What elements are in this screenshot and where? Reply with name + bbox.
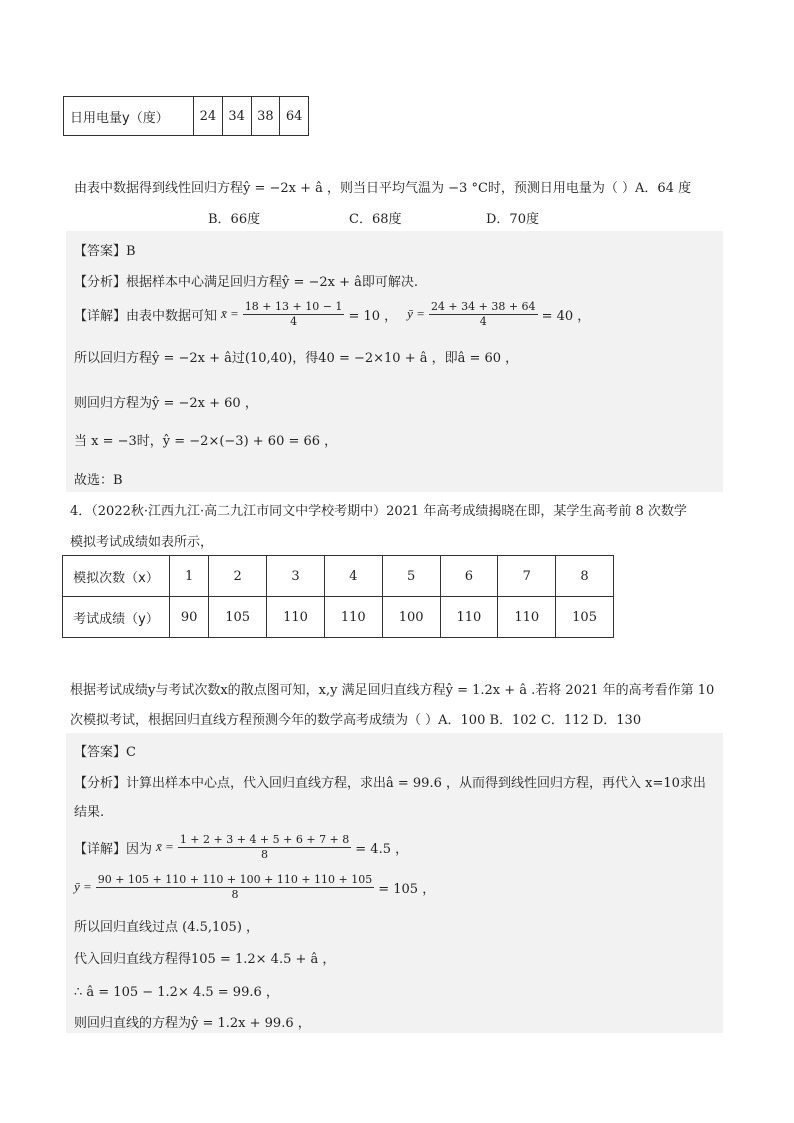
row-label: 考试成绩（y） (63, 597, 170, 638)
q4-stem-line2: 模拟考试成绩如表所示， (70, 535, 214, 550)
q4-stem-line1: 4．（2022秋·江西九江·高二九江市同文中学校考期中）2021 年高考成绩揭晓在即，某学生高考前 8 次数学 (70, 504, 687, 519)
y-numerator: 24 + 34 + 38 + 64 (430, 299, 536, 313)
x-fraction (178, 833, 351, 862)
table-cell: 64 (280, 97, 309, 136)
electricity-table (63, 96, 309, 136)
y-numerator: 90 + 105 + 110 + 110 + 100 + 110 + 110 + 105 (97, 872, 373, 886)
q3-line4: 当 x = −3时，ŷ = −2×(−3) + 60 = 66 ， (74, 434, 338, 449)
table-cell: 5 (382, 556, 440, 597)
table-cell: 110 (498, 597, 556, 638)
q4-line-b: 代入回归直线方程得105 = 1.2× 4.5 + â ， (74, 952, 336, 967)
x-fraction (243, 300, 345, 329)
x-bar: x̄ = (156, 839, 174, 854)
q3-analysis: 【分析】根据样本中心满足回归方程ŷ = −2x + â即可解决. (74, 275, 419, 290)
table-cell: 105 (209, 597, 267, 638)
q4-line-d: 则回归直线的方程为ŷ = 1.2x + 99.6 ， (74, 1016, 311, 1031)
table-cell: 100 (382, 597, 440, 638)
table-cell: 110 (440, 597, 498, 638)
q4-detail-line2 (74, 870, 435, 904)
q3-answer: 【答案】B (74, 244, 136, 259)
q3-line5: 故选：B (74, 473, 123, 488)
detail-prefix: 【详解】由表中数据可知 (74, 308, 218, 324)
table-cell: 110 (324, 597, 382, 638)
y-bar: ȳ = (407, 306, 425, 321)
q3-option-b: B．66度 (208, 212, 261, 227)
q4-analysis-line1: 【分析】计算出样本中心点，代入回归直线方程，求出â = 99.6 ，从而得到线性回归方程，再代入 x=10求出 (74, 776, 706, 791)
x-result: = 4.5 ， (355, 841, 409, 857)
table-cell: 7 (498, 556, 556, 597)
q3-line3: 则回归方程为ŷ = −2x + 60 ， (74, 396, 258, 411)
table-cell: 4 (324, 556, 382, 597)
table-cell: 90 (170, 597, 209, 638)
y-fraction (96, 873, 374, 902)
table-cell: 3 (267, 556, 325, 597)
q4-detail-line1 (74, 830, 408, 864)
q4-para-line1: 根据考试成绩y与考试次数x的散点图可知，x,y 满足回归直线方程ŷ = 1.2x + â .若将 2021 年的高考看作第 10 (70, 683, 715, 698)
y-denominator: 8 (231, 887, 239, 901)
table-cell: 34 (222, 97, 251, 136)
y-result: = 40 ， (541, 308, 591, 324)
table-cell: 105 (556, 597, 614, 638)
q3-option-d: D．70度 (486, 212, 539, 227)
q4-para-line2: 次模拟考试，根据回归直线方程预测今年的数学高考成绩为（ ）A．100 B．102 C．112 D．130 (70, 713, 642, 728)
y-denominator: 4 (479, 314, 487, 328)
table-cell: 24 (194, 97, 223, 136)
x-numerator: 18 + 13 + 10 − 1 (244, 299, 343, 313)
x-numerator: 1 + 2 + 3 + 4 + 5 + 6 + 7 + 8 (179, 832, 350, 846)
y-bar: ȳ = (74, 879, 92, 894)
table-cell: 38 (251, 97, 280, 136)
q4-line-a: 所以回归直线过点 (4.5,105) ， (74, 920, 260, 935)
y-result: = 105 ， (378, 881, 436, 897)
q3-option-c: C．68度 (349, 212, 402, 227)
table-cell: 2 (209, 556, 267, 597)
q3-detail-line (74, 296, 590, 332)
row-label: 模拟次数（x） (63, 556, 170, 597)
x-result: = 10 ， (348, 308, 398, 324)
y-fraction (429, 300, 538, 329)
exam-table (62, 555, 614, 638)
q3-stem: 由表中数据得到线性回归方程ŷ = −2x + â ，则当日平均气温为 −3 °C时，预测日用电量为（ ）A．64 度 (74, 181, 692, 196)
table-cell: 110 (267, 597, 325, 638)
x-bar: x̄ = (221, 306, 239, 321)
table-cell: 6 (440, 556, 498, 597)
table-cell: 1 (170, 556, 209, 597)
q4-answer: 【答案】C (74, 745, 136, 760)
table-cell: 8 (556, 556, 614, 597)
q4-analysis-line2: 结果. (74, 805, 105, 820)
x-denominator: 8 (261, 847, 269, 861)
q4-line-c: ∴ â = 105 − 1.2× 4.5 = 99.6 ， (74, 985, 279, 1000)
detail-prefix: 【详解】因为 (74, 841, 153, 857)
x-denominator: 4 (290, 314, 298, 328)
table-label-cell: 日用电量y（度） (64, 97, 194, 136)
q3-line2: 所以回归方程ŷ = −2x + â过(10,40)，得40 = −2×10 + â ，即â = 60 ， (74, 351, 519, 366)
